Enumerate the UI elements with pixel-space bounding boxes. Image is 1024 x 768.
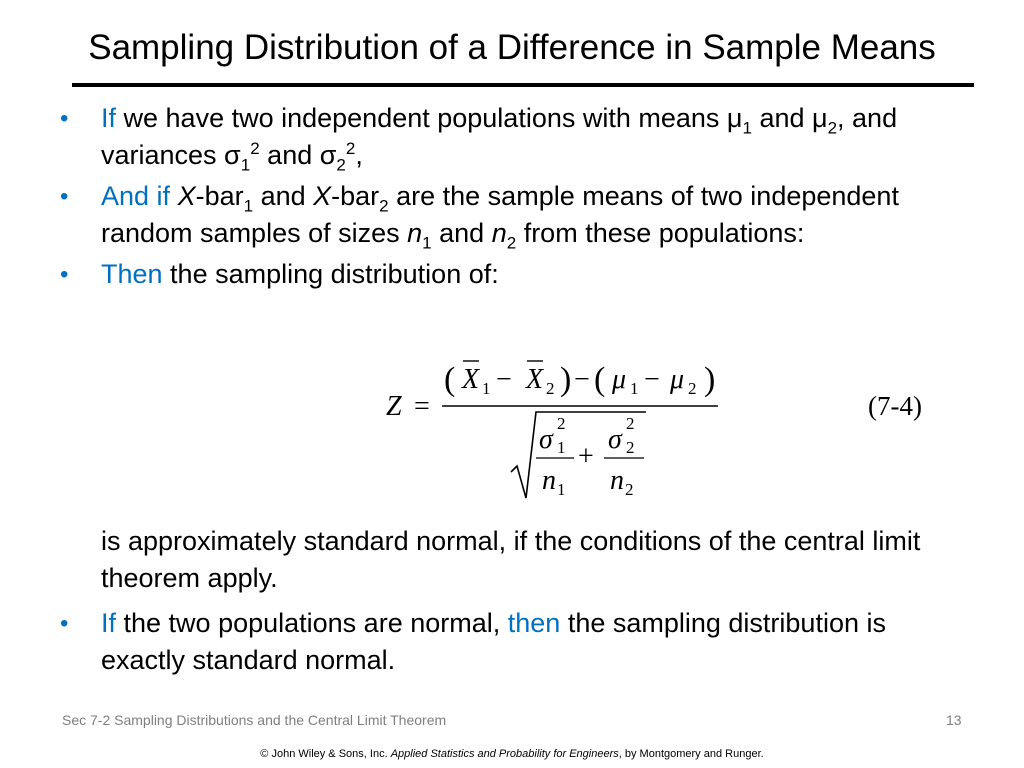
superscript: 2 (345, 139, 356, 158)
bullet-item-2 (60, 178, 960, 252)
subscript: 2 (336, 155, 346, 175)
plus-sign: + (578, 441, 594, 472)
bullet-icon: • (60, 610, 69, 637)
x-1-sub: 1 (482, 379, 491, 398)
bullet-text: the sampling distribution of: (162, 259, 499, 289)
slide-title: Sampling Distribution of a Difference in Sample Means (88, 28, 936, 67)
bullet-text: from these populations: (516, 218, 805, 248)
equation-number: (7-4) (868, 391, 922, 421)
subscript: 1 (240, 155, 251, 175)
credit-pre: © John Wiley & Sons, Inc. (260, 748, 391, 760)
equals-sign: = (414, 391, 430, 422)
formula-7-4 (380, 352, 740, 502)
bullet-text: are the sample means of two independent random samples of sizes (101, 181, 899, 248)
n-2: n (610, 465, 624, 496)
sigma-1: σ (539, 424, 553, 455)
subscript: 1 (742, 118, 752, 138)
sigma-2-sub: 2 (626, 438, 635, 457)
left-paren: ( (594, 361, 606, 398)
bullet-text: -bar (331, 181, 380, 211)
italic-var: n (407, 218, 423, 248)
right-paren: ) (560, 361, 572, 398)
mu-2-sub: 2 (688, 379, 697, 398)
bullet-text: and (431, 218, 492, 248)
footer-section: Sec 7-2 Sampling Distributions and the Central Limit Theorem (62, 712, 447, 728)
continuation-text: is approximately standard normal, if the conditions of the central limit theorem apply. (101, 526, 921, 593)
sigma-2: σ (608, 424, 622, 455)
subscript: 1 (422, 233, 432, 253)
bullet-list (60, 100, 960, 297)
bullet-text: the two populations are normal, (116, 608, 508, 638)
mu-2: μ (670, 364, 685, 395)
bullet-item-3 (60, 256, 960, 293)
n-1-sub: 1 (557, 480, 566, 499)
title-underline (72, 83, 974, 87)
bullet-text: and μ (751, 103, 828, 133)
minus-sign: − (496, 364, 512, 395)
italic-var: n (491, 218, 507, 248)
bullet-icon: • (60, 183, 69, 210)
n-2-sub: 2 (625, 480, 634, 499)
sigma-1-sub: 1 (557, 438, 566, 457)
x-2: X (526, 364, 544, 395)
z-symbol: Z (386, 391, 402, 422)
bullet-accent: then (507, 608, 561, 638)
bullet-text: the sampling distribution is exactly standard normal. (101, 608, 886, 675)
bullet-item-1 (60, 100, 960, 174)
subscript: 2 (506, 233, 517, 253)
bullet-item-4 (60, 605, 960, 683)
mu-1-sub: 1 (630, 379, 639, 398)
mu-1: μ (612, 364, 627, 395)
bullet-lead: If (101, 608, 117, 638)
bullet-lead: Then (101, 259, 163, 289)
bullet-icon: • (60, 261, 69, 288)
bullet-text: , and variances σ (101, 103, 898, 170)
subscript: 2 (379, 196, 389, 216)
subscript: 2 (827, 118, 838, 138)
subscript: 1 (243, 196, 254, 216)
credit-book: Applied Statistics and Probability for Engineers (390, 748, 619, 760)
bullet-text: we have two independent populations with means μ (116, 103, 743, 133)
bullet-text: -bar (195, 181, 244, 211)
minus-sign: − (644, 364, 660, 395)
x-2-sub: 2 (546, 379, 555, 398)
sigma-2-sup: 2 (626, 414, 635, 433)
bullet-icon: • (60, 105, 69, 132)
sigma-1-sup: 2 (557, 414, 566, 433)
credit-post: , by Montgomery and Runger. (618, 748, 764, 760)
formula-svg (380, 352, 740, 502)
n-1: n (542, 465, 556, 496)
superscript: 2 (250, 139, 260, 158)
copyright-credit (0, 748, 1024, 760)
left-paren: ( (444, 361, 456, 398)
page-number: 13 (946, 712, 962, 728)
x-1: X (462, 364, 480, 395)
bullet-lead: And if (101, 181, 171, 211)
bullet-lead: If (101, 103, 117, 133)
bullet-text: and (253, 181, 314, 211)
bullet-text: , (355, 140, 363, 170)
right-paren: ) (704, 361, 716, 398)
italic-var: X (313, 181, 332, 211)
italic-var: X (177, 181, 196, 211)
bullet-text: and σ (259, 140, 337, 170)
minus-sign: − (574, 364, 590, 395)
